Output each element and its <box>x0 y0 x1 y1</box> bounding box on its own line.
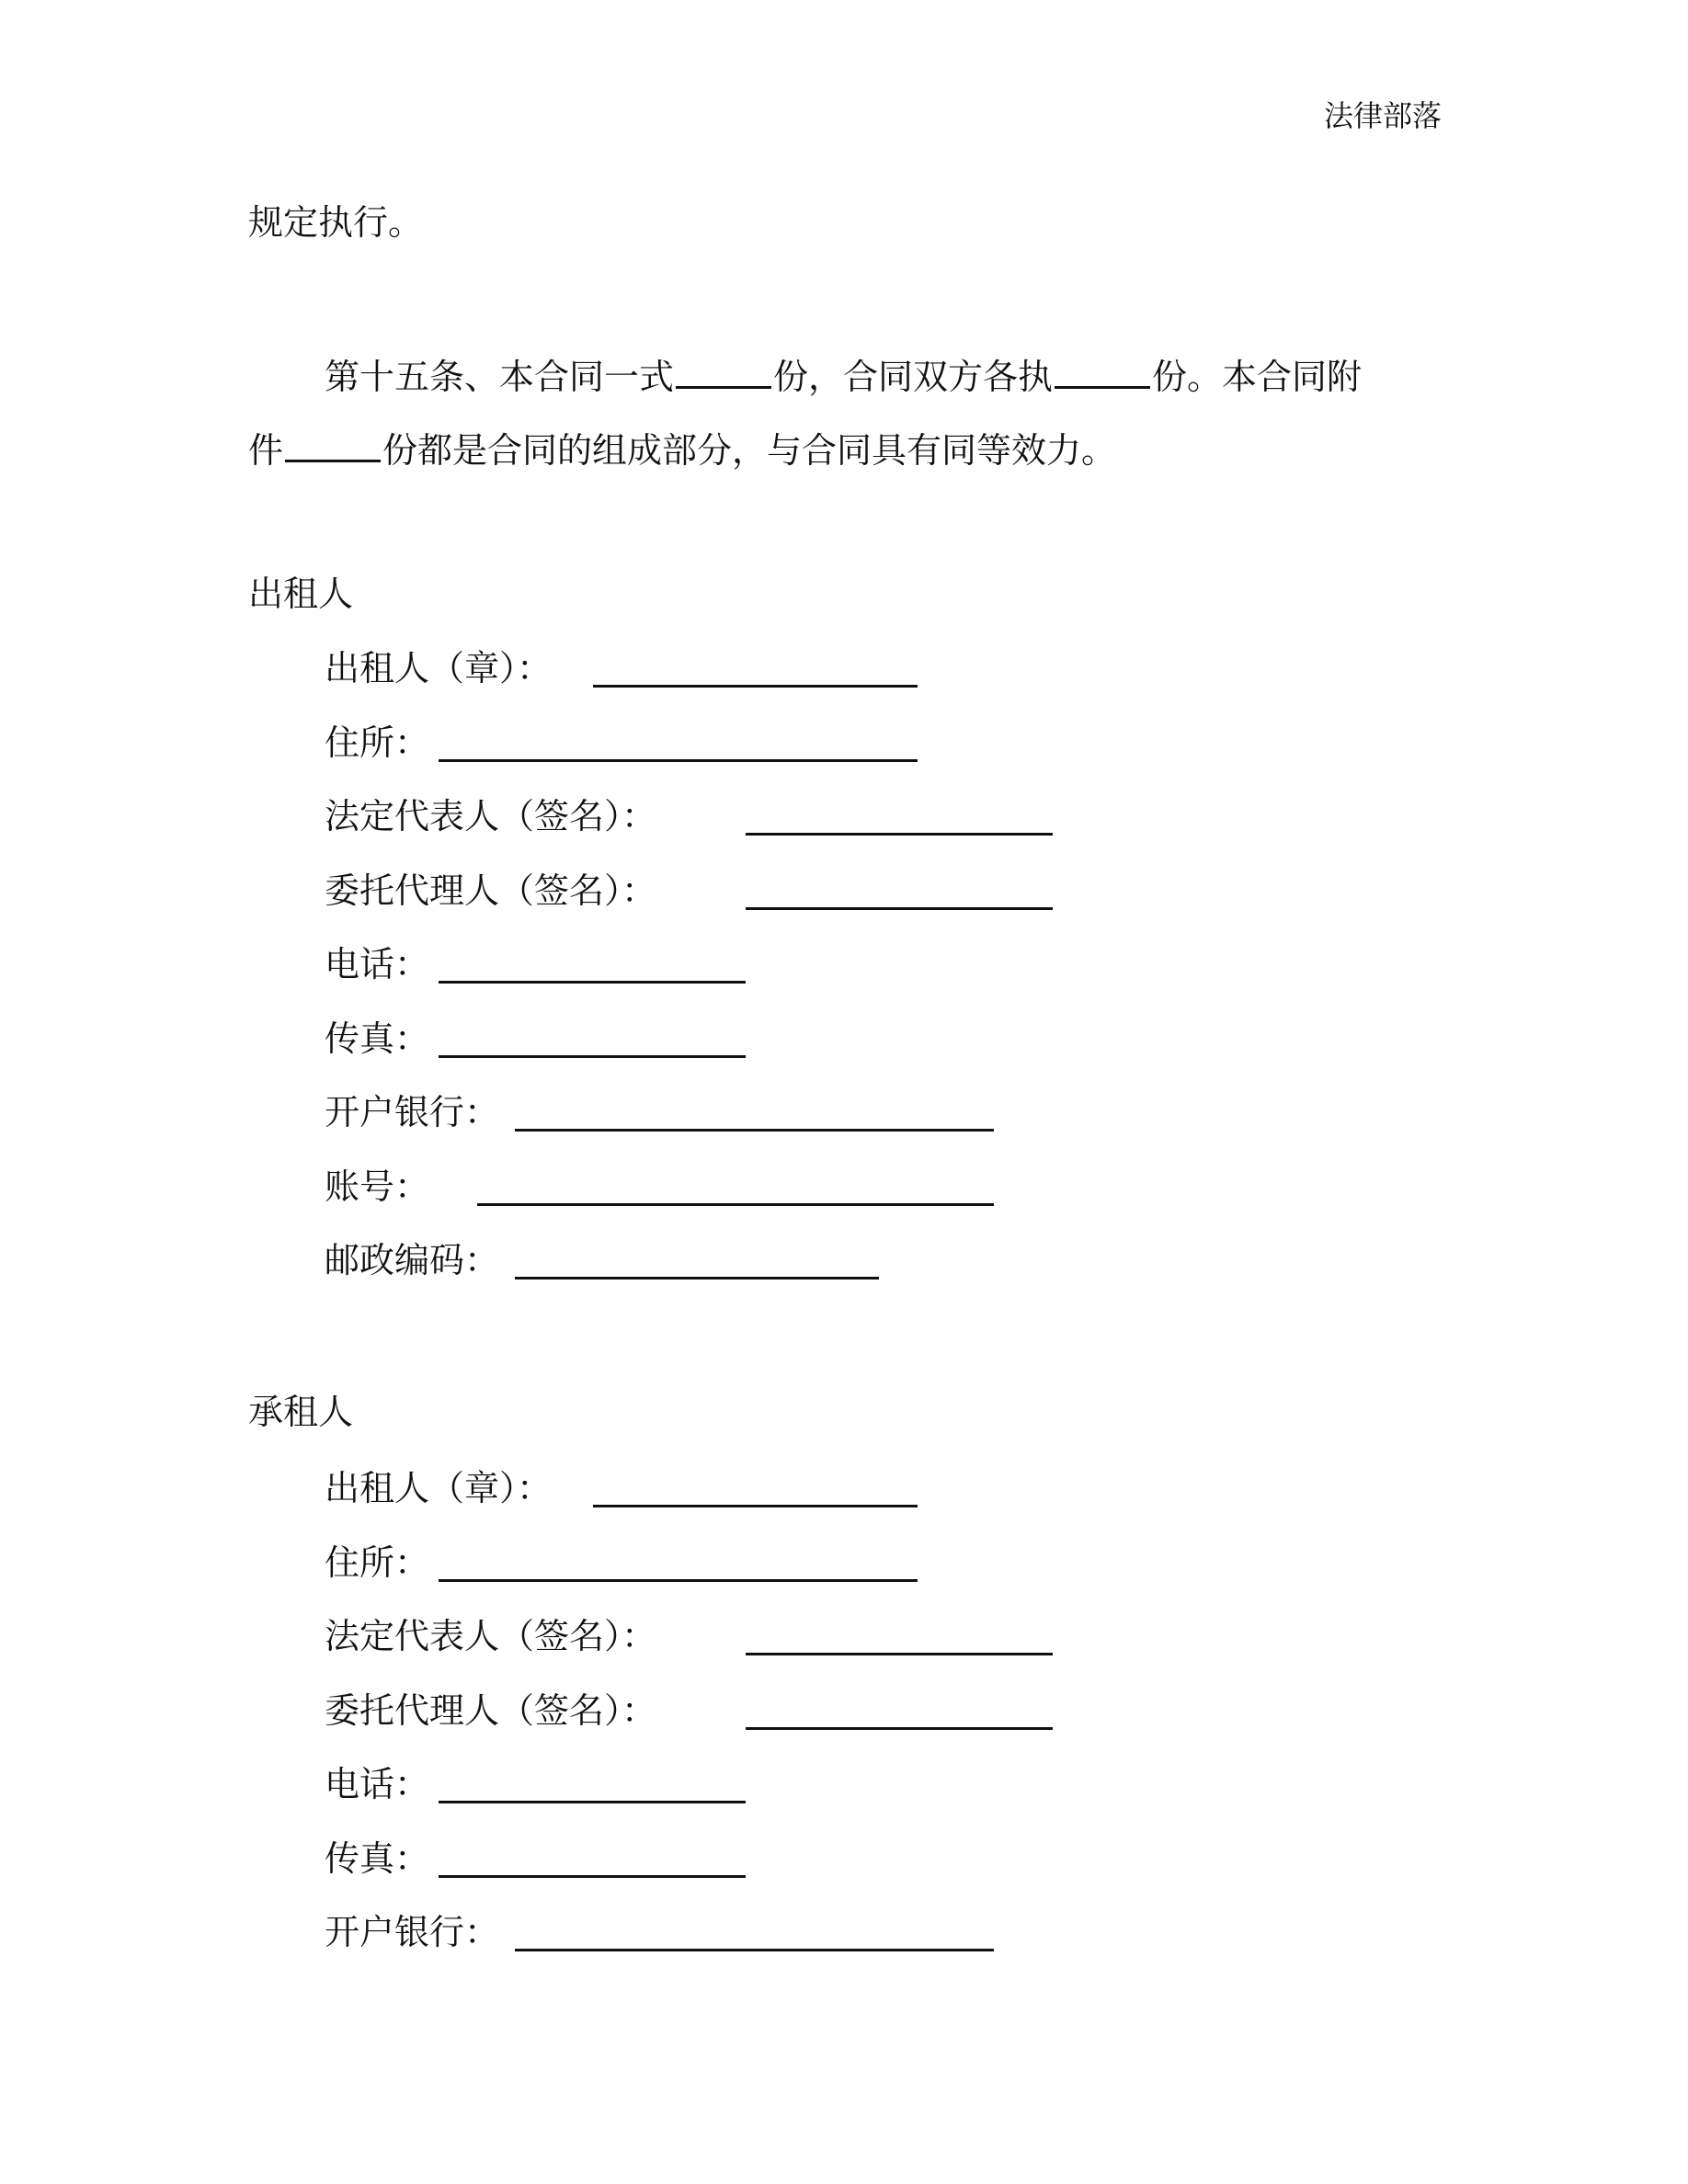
lessor-address-label: 住所： <box>325 722 430 763</box>
lessee-address-label: 住所： <box>325 1542 430 1583</box>
lessor-address-line[interactable] <box>439 759 918 762</box>
lessor-section-title: 出租人 <box>248 574 354 614</box>
lessee-agent-line[interactable] <box>746 1727 1053 1730</box>
attachment-copies-blank[interactable] <box>285 425 381 462</box>
lessor-account-line[interactable] <box>477 1203 994 1206</box>
lessor-fax-line[interactable] <box>439 1055 746 1058</box>
lessee-seal-line[interactable] <box>593 1505 918 1507</box>
lessor-agent-line[interactable] <box>746 907 1053 910</box>
lessor-legal-rep-label: 法定代表人（签名）： <box>325 796 657 836</box>
lessee-phone-line[interactable] <box>439 1801 746 1803</box>
lessee-section-title: 承租人 <box>248 1392 354 1432</box>
copies-each-blank[interactable] <box>1055 351 1150 389</box>
lessee-bank-line[interactable] <box>515 1949 994 1951</box>
clause-15-text: 份，合同双方各执 <box>773 357 1054 397</box>
clause-15-line-2 <box>248 425 1116 472</box>
lessor-bank-line[interactable] <box>515 1129 994 1132</box>
continuation-text: 规定执行。 <box>248 202 424 243</box>
lessor-fax-label: 传真： <box>325 1018 430 1059</box>
copies-total-blank[interactable] <box>676 351 771 389</box>
clause-15-text: 第十五条、本合同一式 <box>325 357 675 397</box>
clause-15-text: 份。本合同附 <box>1152 357 1363 397</box>
lessor-postcode-label: 邮政编码： <box>325 1240 500 1280</box>
page-header-brand: 法律部落 <box>1324 98 1443 133</box>
lessor-seal-label: 出租人（章）： <box>325 648 553 688</box>
lessor-legal-rep-line[interactable] <box>746 833 1053 836</box>
lessor-seal-line[interactable] <box>593 685 918 688</box>
clause-15-text: 件 <box>248 430 284 471</box>
lessee-fax-line[interactable] <box>439 1875 746 1878</box>
clause-15-text: 份都是合同的组成部分，与合同具有同等效力。 <box>382 430 1117 471</box>
lessee-bank-label: 开户银行： <box>325 1912 500 1952</box>
lessee-seal-label: 出租人（章）： <box>325 1468 553 1508</box>
lessee-agent-label: 委托代理人（签名）： <box>325 1690 657 1731</box>
lessor-bank-label: 开户银行： <box>325 1092 500 1132</box>
lessor-account-label: 账号： <box>325 1166 430 1207</box>
lessor-postcode-line[interactable] <box>515 1277 879 1280</box>
clause-15-line-1 <box>325 351 1362 399</box>
lessee-phone-label: 电话： <box>325 1764 430 1804</box>
lessee-fax-label: 传真： <box>325 1838 430 1879</box>
lessor-agent-label: 委托代理人（签名）： <box>325 870 657 911</box>
lessee-legal-rep-line[interactable] <box>746 1653 1053 1655</box>
lessor-phone-line[interactable] <box>439 981 746 984</box>
lessor-phone-label: 电话： <box>325 944 430 984</box>
lessee-address-line[interactable] <box>439 1579 918 1582</box>
lessee-legal-rep-label: 法定代表人（签名）： <box>325 1616 657 1656</box>
